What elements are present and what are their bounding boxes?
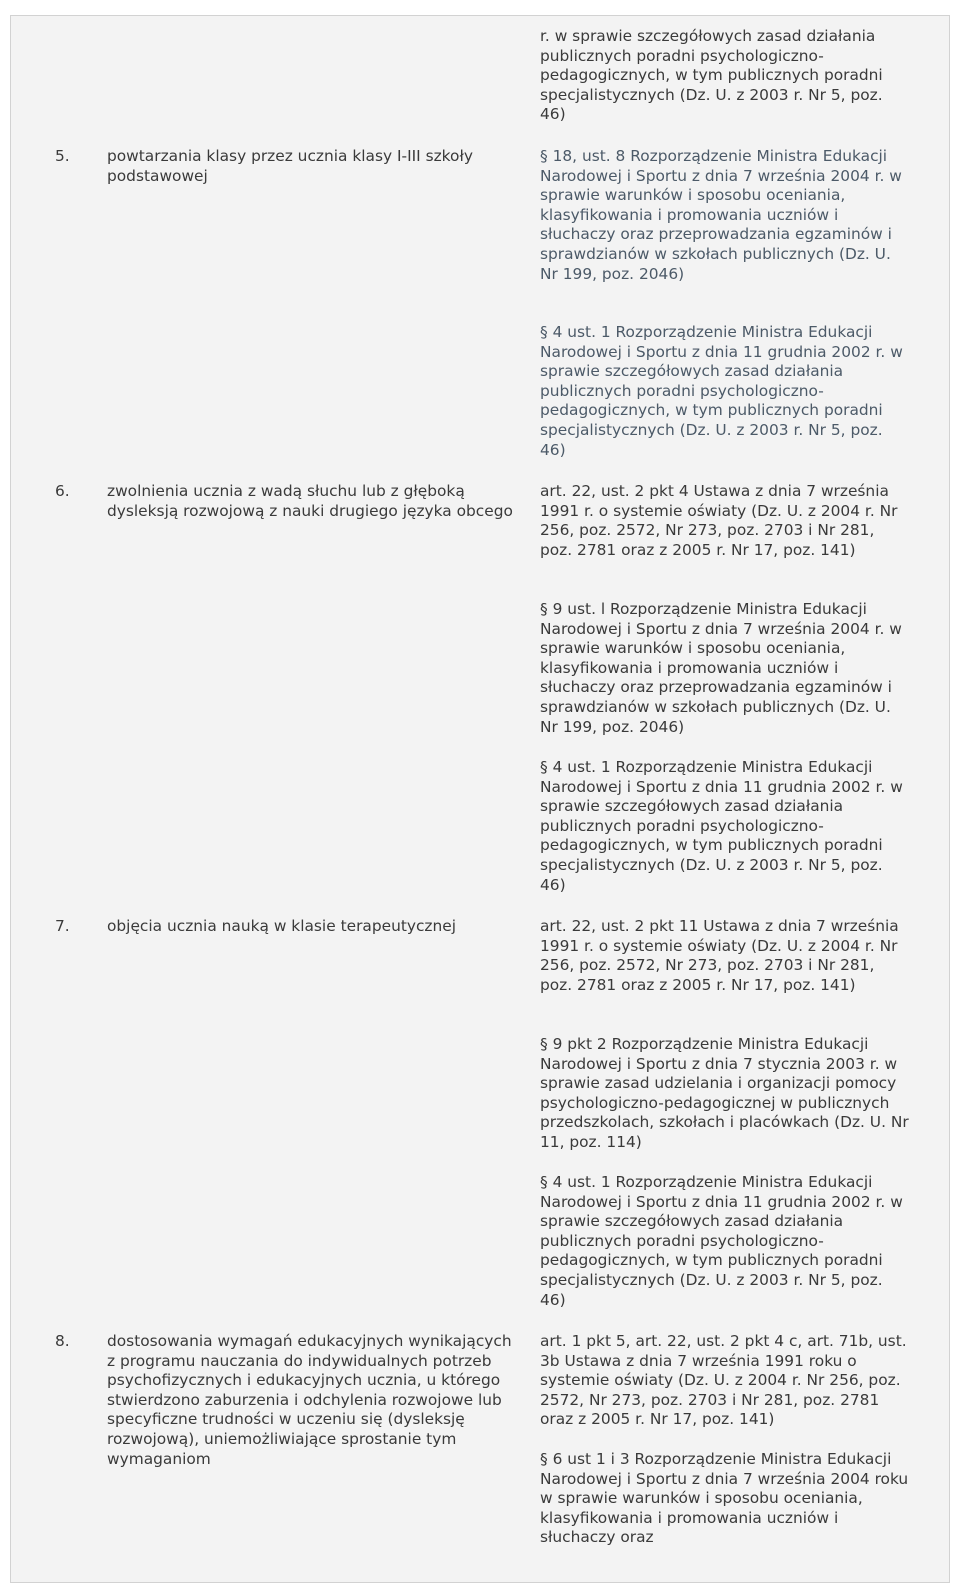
- item-number: 8.: [55, 1332, 70, 1350]
- reference-text: § 4 ust. 1 Rozporządzenie Ministra Edukacji Narodowej i Sportu z dnia 11 grudnia 2002 r. w sprawie szczegółowych zasad działania publicznych poradni psychologiczno-pedagogicznych, w tym publicznych poradni specjalistycznych (Dz. U. z 2003 r. Nr 5, poz. 46): [540, 1173, 903, 1309]
- reference-text: art. 1 pkt 5, art. 22, ust. 2 pkt 4 c, art. 71b, ust. 3b Ustawa z dnia 7 września 1991 roku o systemie oświaty (Dz. U. z 2004 r. Nr 256, poz. 2572, Nr 273, poz. 2703 i Nr 281, poz. 2781 oraz z 2005 r. Nr 17, poz. 141): [540, 1332, 907, 1429]
- reference-text: § 6 ust 1 i 3 Rozporządzenie Ministra Edukacji Narodowej i Sportu z dnia 7 września 2004 roku w sprawie warunków i sposobu oceniania, klasyfikowania i promowania uczniów i słuchaczy oraz: [540, 1450, 909, 1547]
- item-description: powtarzania klasy przez ucznia klasy I-III szkoły podstawowej: [107, 147, 473, 185]
- reference-text: r. w sprawie szczegółowych zasad działania publicznych poradni psychologiczno-pedagogicznych, w tym publicznych poradni specjalistycznych (Dz. U. z 2003 r. Nr 5, poz. 46): [540, 27, 883, 124]
- item-description: objęcia ucznia nauką w klasie terapeutycznej: [107, 917, 457, 935]
- reference-text: § 9 pkt 2 Rozporządzenie Ministra Edukacji Narodowej i Sportu z dnia 7 stycznia 2003 r. w sprawie zasad udzielania i organizacji pomocy psychologiczno-pedagogicznej w publicznych przedszkolach, szkołach i placówkach (Dz. U. Nr 11, poz. 114): [540, 1035, 909, 1151]
- item-number: 6.: [55, 482, 70, 500]
- item-number: 5.: [55, 147, 70, 165]
- reference-text: § 4 ust. 1 Rozporządzenie Ministra Edukacji Narodowej i Sportu z dnia 11 grudnia 2002 r. w sprawie szczegółowych zasad działania publicznych poradni psychologiczno-pedagogicznych, w tym publicznych poradni specjalistycznych (Dz. U. z 2003 r. Nr 5, poz. 46): [540, 758, 903, 894]
- reference-text: art. 22, ust. 2 pkt 4 Ustawa z dnia 7 września 1991 r. o systemie oświaty (Dz. U. z 2004 r. Nr 256, poz. 2572, Nr 273, poz. 2703 i Nr 281, poz. 2781 oraz z 2005 r. Nr 17, poz. 141): [540, 482, 898, 559]
- item-number: 7.: [55, 917, 70, 935]
- reference-text: § 4 ust. 1 Rozporządzenie Ministra Edukacji Narodowej i Sportu z dnia 11 grudnia 2002 r. w sprawie szczegółowych zasad działania publicznych poradni psychologiczno-pedagogicznych, w tym publicznych poradni specjalistycznych (Dz. U. z 2003 r. Nr 5, poz. 46): [540, 323, 903, 459]
- reference-text: § 9 ust. l Rozporządzenie Ministra Edukacji Narodowej i Sportu z dnia 7 września 2004 r. w sprawie warunków i sposobu oceniania, klasyfikowania i promowania uczniów i słuchaczy oraz przeprowadzania egzaminów i sprawdzianów w szkołach publicznych (Dz. U. Nr 199, poz. 2046): [540, 600, 902, 736]
- reference-text: art. 22, ust. 2 pkt 11 Ustawa z dnia 7 września 1991 r. o systemie oświaty (Dz. U. z 2004 r. Nr 256, poz. 2572, Nr 273, poz. 2703 i Nr 281, poz. 2781 oraz z 2005 r. Nr 17, poz. 141): [540, 917, 899, 994]
- item-description: zwolnienia ucznia z wadą słuchu lub z głęboką dysleksją rozwojową z nauki drugiego języka obcego: [107, 482, 513, 520]
- item-description: dostosowania wymagań edukacyjnych wynikających z programu nauczania do indywidualnych potrzeb psychofizycznych i edukacyjnych ucznia, u którego stwierdzono zaburzenia i odchylenia rozwojowe lub specyficzne trudności w uczeniu się (dysleksję rozwojową), uniemożliwiające sprostanie tym wymaganiom: [107, 1332, 512, 1468]
- reference-text: § 18, ust. 8 Rozporządzenie Ministra Edukacji Narodowej i Sportu z dnia 7 września 2004 r. w sprawie warunków i sposobu oceniania, klasyfikowania i promowania uczniów i słuchaczy oraz przeprowadzania egzaminów i sprawdzianów w szkołach publicznych (Dz. U. Nr 199, poz. 2046): [540, 147, 902, 283]
